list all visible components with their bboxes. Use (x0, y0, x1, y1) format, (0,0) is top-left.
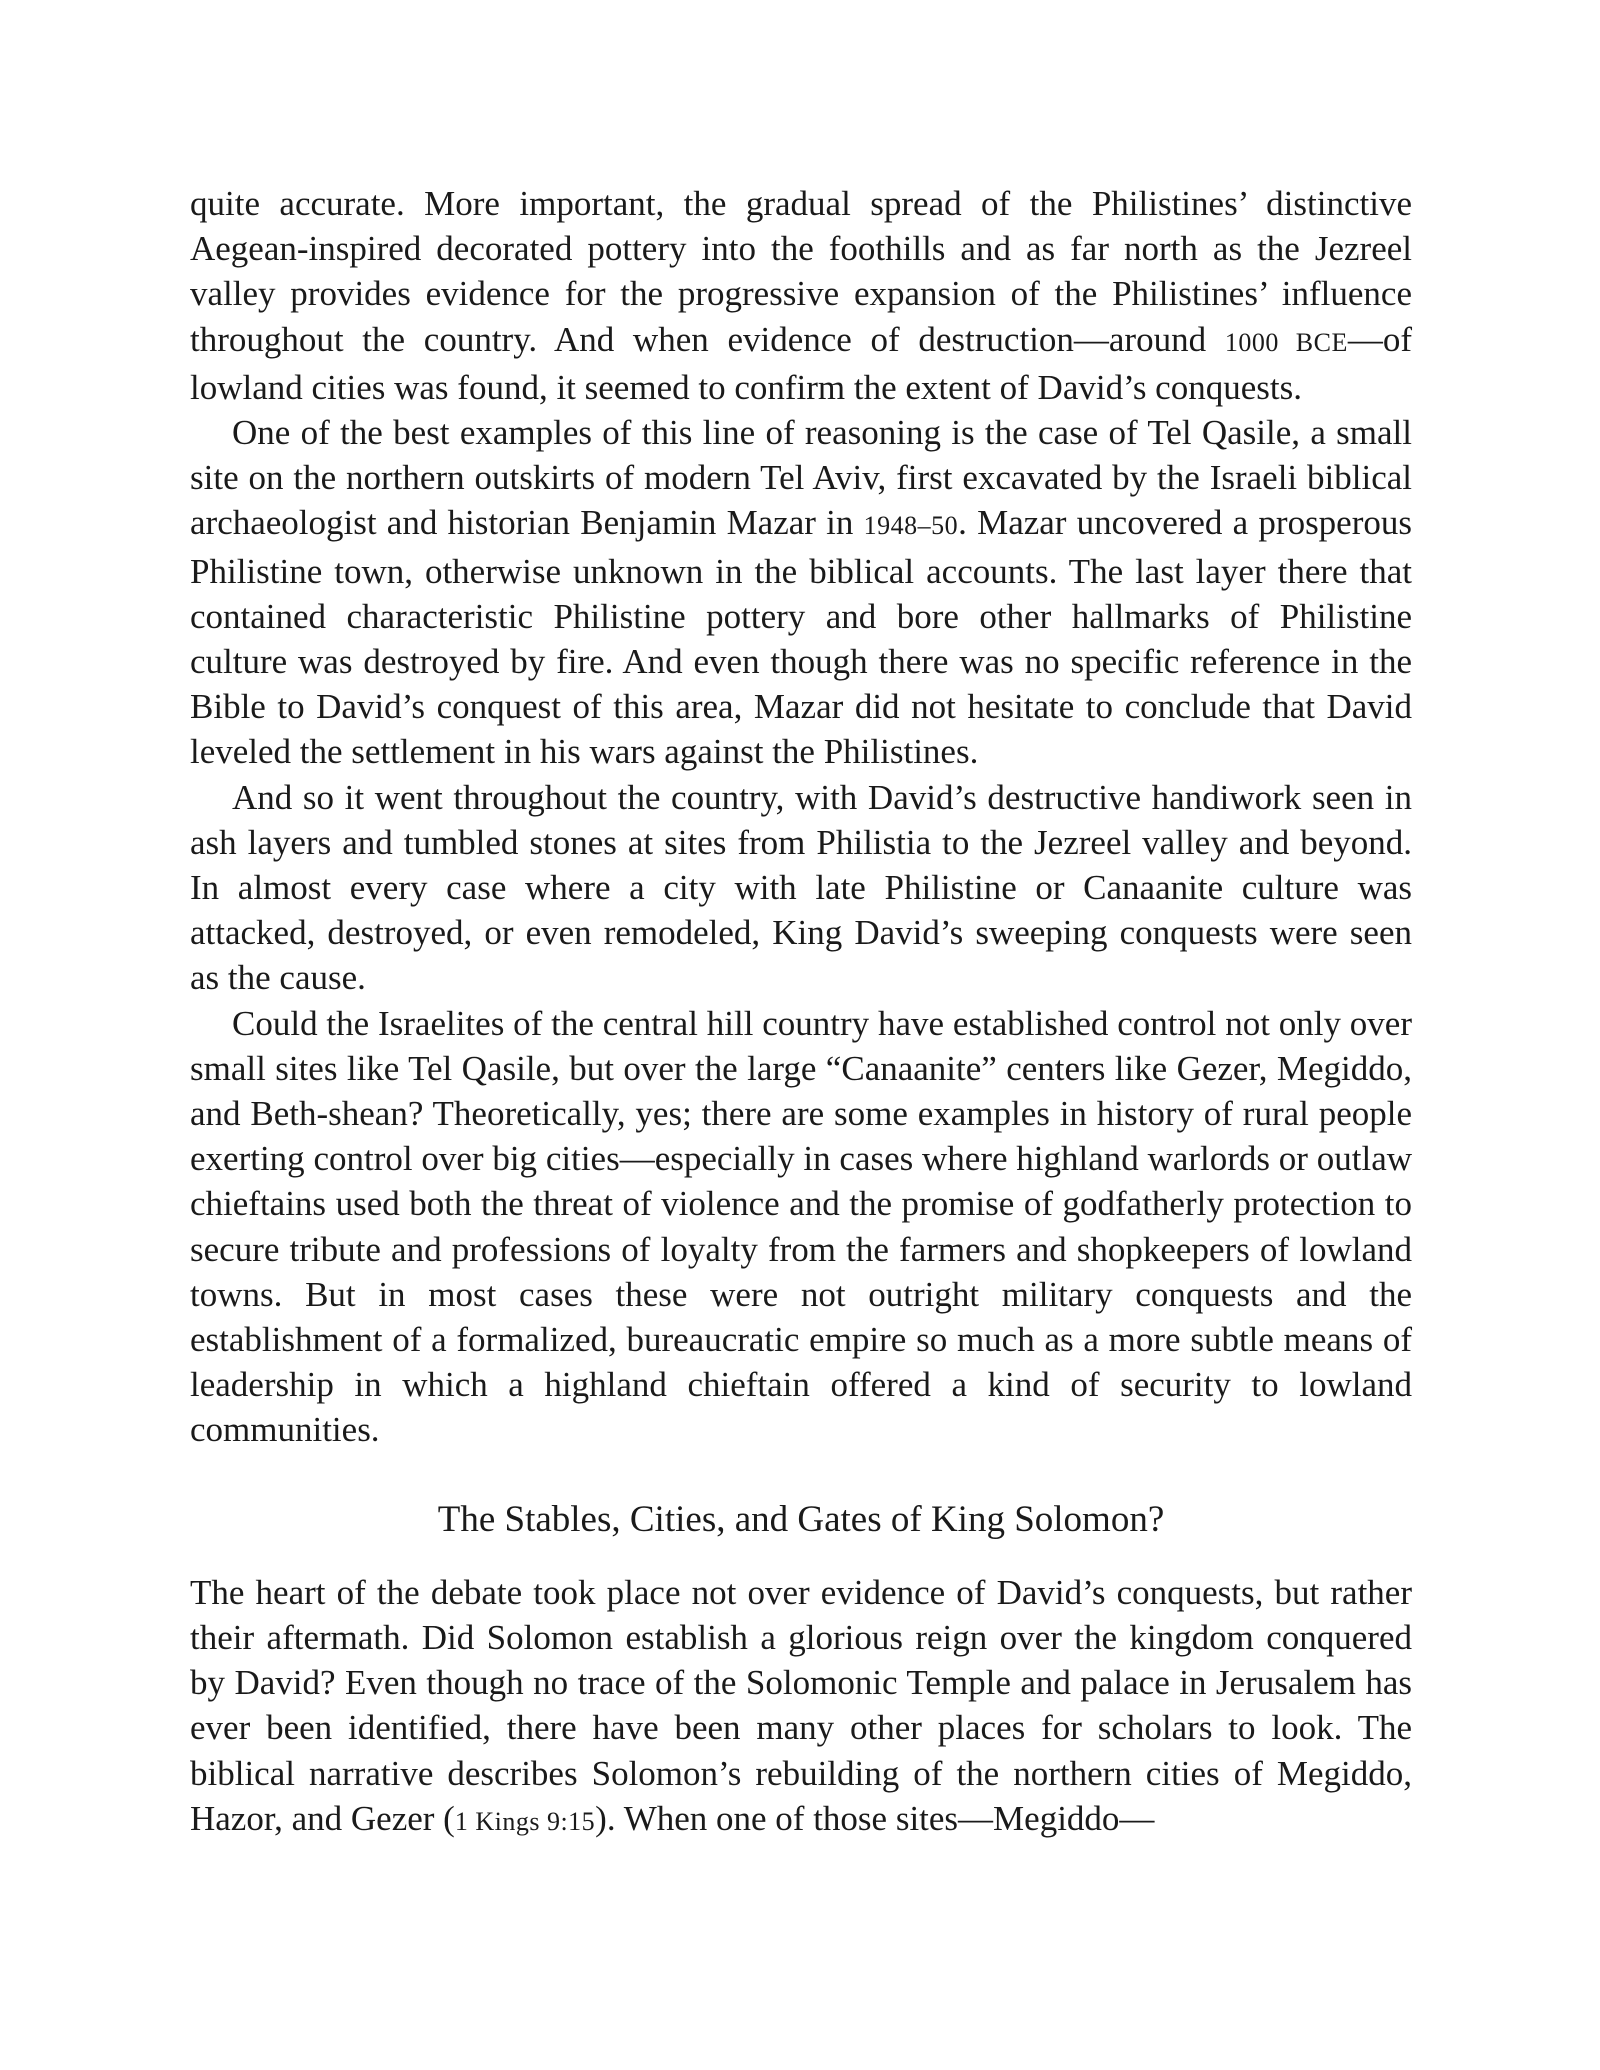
date-range-smallcaps: 1948–50 (863, 511, 959, 541)
date-smallcaps: 1000 BCE (1224, 327, 1348, 357)
paragraph-2 (190, 410, 1412, 775)
paragraph-1-text-end: —of lowland cities was found, it seemed to confirm the extent of David’s conquests. (190, 319, 1412, 407)
paragraph-4: Could the Israelites of the central hill country have established control not only over small sites like Tel Qasile, but over the large “Canaanite” centers like Gezer, Megiddo, and Beth-shean? Theoretically, yes; there are some examples in history of rural people exerting control over big cities—especially in cases where highland warlords or outlaw chieftains used both the threat of violence and the promise of godfatherly protection to secure tribute and professions of loyalty from the farmers and shopkeepers of lowland towns. But in most cases these were not outright military conquests and the establishment of a formalized, bureaucratic empire so much as a more subtle means of leadership in which a highland chieftain offered a kind of security to lowland communities. (190, 1003, 1412, 1450)
paragraph-5-text-end: ). When one of those sites—Megiddo— (595, 1798, 1155, 1838)
paragraph-5 (190, 1570, 1412, 1844)
paragraph-1-text: quite accurate. More important, the gradual spread of the Philistines’ distinctive Aegean-inspired decorated pottery into the foothills and as far north as the Jezreel valley provides evidence for the progressive expansion of the Philistines’ influence throughout the country. And when evidence of destruction—around (190, 184, 1412, 359)
paragraph-1 (190, 181, 1412, 410)
citation-smallcaps: 1 Kings 9:15 (454, 1806, 596, 1836)
page-body (190, 181, 1412, 1844)
paragraph-2-text: One of the best examples of this line of reasoning is the case of Tel Qasile, a small site on the northern outskirts of modern Tel Aviv, first excavated by the Israeli biblical archaeologist and historian Benjamin Mazar in (190, 413, 1412, 543)
section-heading: The Stables, Cities, and Gates of King Solomon? (437, 1498, 1165, 1540)
paragraph-3: And so it went throughout the country, with David’s destructive handiwork seen in ash layers and tumbled stones at sites from Philistia to the Jezreel valley and beyond. In almost every case where a city with late Philistine or Canaanite culture was attacked, destroyed, or even remodeled, King David’s sweeping conquests were seen as the cause. (190, 777, 1412, 998)
paragraph-2-text-end: . Mazar uncovered a prosperous Philistine town, otherwise unknown in the biblical accounts. The last layer there that contained characteristic Philistine pottery and bore other hallmarks of Philistine culture was destroyed by fire. And even though there was no specific reference in the Bible to David’s conquest of this area, Mazar did not hesitate to conclude that David leveled the settlement in his wars against the Philistines. (190, 503, 1412, 772)
paragraph-5-text: The heart of the debate took place not over evidence of David’s conquests, but rather their aftermath. Did Solomon establish a glorious reign over the kingdom conquered by David? Even though no trace of the Solomonic Temple and palace in Jerusalem has ever been identified, there have been many other places for scholars to look. The biblical narrative describes Solomon’s rebuilding of the northern cities of Megiddo, Hazor, and Gezer ( (190, 1572, 1412, 1838)
